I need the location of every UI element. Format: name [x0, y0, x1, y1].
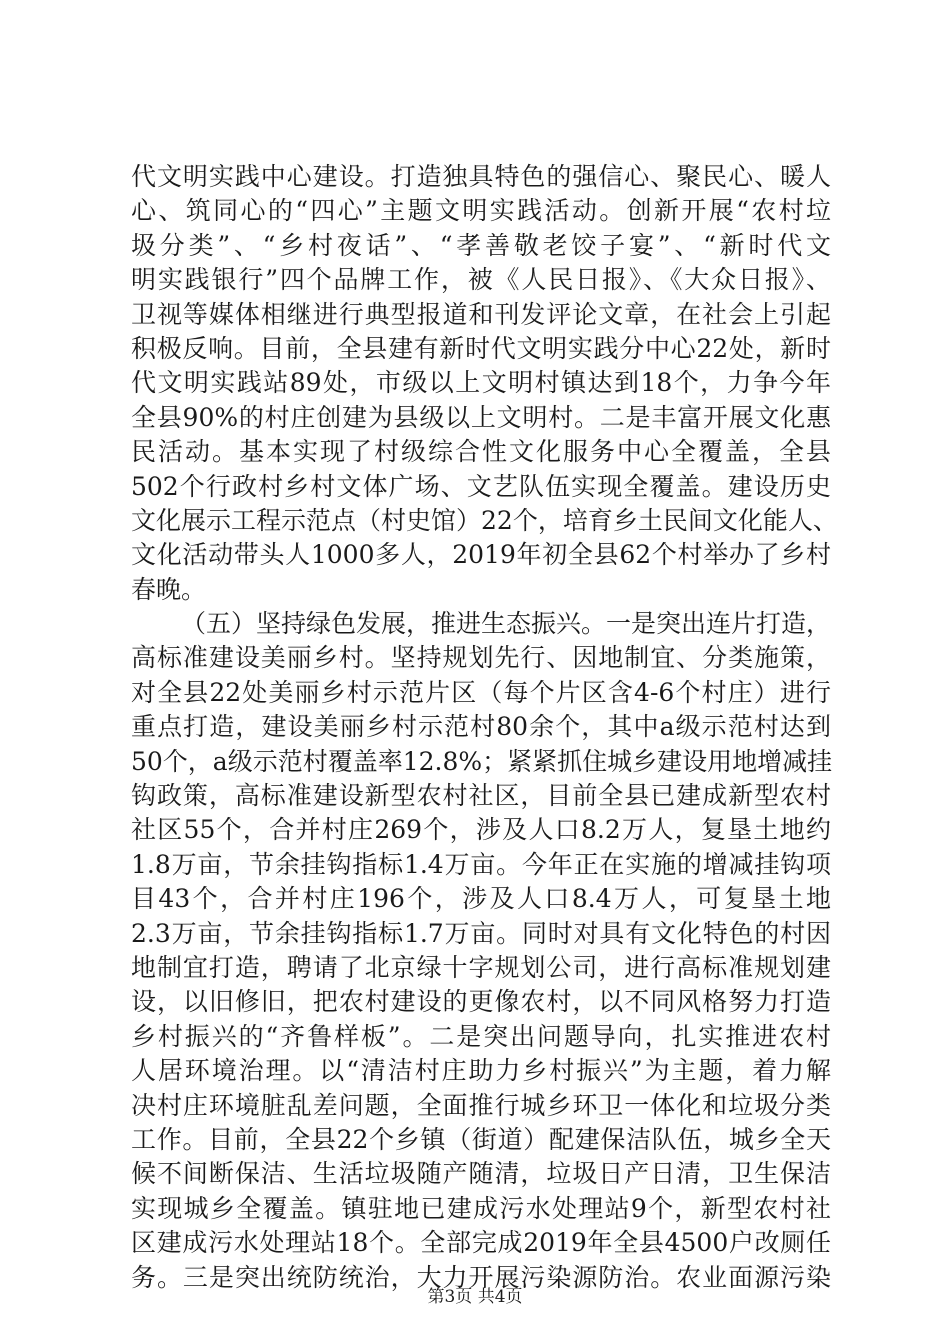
text-line: 钩政策，高标准建设新型农村社区，目前全县已建成新型农村	[131, 781, 831, 811]
text-line: 高标准建设美丽乡村。坚持规划先行、因地制宜、分类施策，	[131, 643, 831, 673]
text-line: 工作。目前，全县22个乡镇（街道）配建保洁队伍，城乡全天	[131, 1124, 831, 1154]
text-line: 民活动。基本实现了村级综合性文化服务中心全覆盖，全县	[131, 437, 831, 467]
text-line: 区建成污水处理站18个。全部完成2019年全县4500户改厕任	[131, 1228, 831, 1258]
text-line: 乡村振兴的“齐鲁样板”。二是突出问题导向，扎实推进农村	[131, 1021, 831, 1051]
text-line: 代文明实践中心建设。打造独具特色的强信心、聚民心、暖人	[131, 162, 831, 191]
text-line: 2.3万亩，节余挂钩指标1.7万亩。同时对具有文化特色的村因	[131, 918, 831, 948]
text-line: 决村庄环境脏乱差问题，全面推行城乡环卫一体化和垃圾分类	[131, 1090, 831, 1120]
text-line: 对全县22处美丽乡村示范片区（每个片区含4-6个村庄）进行	[131, 677, 831, 707]
text-line: 明实践银行”四个品牌工作，被《人民日报》、《大众日报》、	[131, 265, 831, 295]
text-line: 设，以旧修旧，把农村建设的更像农村，以不同风格努力打造	[131, 987, 831, 1017]
text-line: 文化展示工程示范点（村史馆）22个，培育乡土民间文化能人、	[131, 505, 838, 535]
paragraph-end-line: 春晚。	[131, 574, 207, 604]
text-line: 务。三是突出统防统治，大力开展污染源防治。农业面源污染	[131, 1262, 831, 1292]
text-line: 积极反响。目前，全县建有新时代文明实践分中心22处，新时	[131, 333, 831, 363]
text-line: 地制宜打造，聘请了北京绿十字规划公司，进行高标准规划建	[131, 952, 831, 982]
text-line: 目43个，合并村庄196个，涉及人口8.4万人，可复垦土地	[131, 884, 831, 914]
text-line: 圾分类”、“乡村夜话”、“孝善敬老饺子宴”、“新时代文	[131, 230, 831, 260]
text-line: 50个，a级示范村覆盖率12.8%；紧紧抓住城乡建设用地增减挂	[131, 746, 833, 776]
text-line: 人居环境治理。以“清洁村庄助力乡村振兴”为主题，着力解	[131, 1056, 831, 1086]
text-line: 心、筑同心的“四心”主题文明实践活动。创新开展“农村垃	[131, 196, 831, 226]
text-line: 文化活动带头人1000多人，2019年初全县62个村举办了乡村	[131, 540, 831, 570]
text-line: 卫视等媒体相继进行典型报道和刊发评论文章，在社会上引起	[131, 299, 831, 329]
text-line: 社区55个，合并村庄269个，涉及人口8.2万人，复垦土地约	[131, 815, 831, 845]
text-line: 候不间断保洁、生活垃圾随产随清，垃圾日产日清，卫生保洁	[131, 1159, 831, 1189]
body-text	[131, 160, 838, 1295]
text-line: 重点打造，建设美丽乡村示范村80余个，其中a级示范村达到	[131, 712, 831, 742]
text-line: 502个行政村乡村文体广场、文艺队伍实现全覆盖。建设历史	[131, 471, 831, 501]
page-number-footer: 第3页 共4页	[427, 1287, 523, 1307]
text-line: 实现城乡全覆盖。镇驻地已建成污水处理站9个，新型农村社	[131, 1193, 831, 1223]
text-line: 全县90%的村庄创建为县级以上文明村。二是丰富开展文化惠	[131, 402, 831, 432]
text-line: 代文明实践站89处，市级以上文明村镇达到18个，力争今年	[131, 368, 831, 398]
text-line: 1.8万亩，节余挂钩指标1.4万亩。今年正在实施的增减挂钩项	[131, 849, 831, 879]
section-heading-line: （五）坚持绿色发展，推进生态振兴。一是突出连片打造，	[181, 609, 832, 639]
